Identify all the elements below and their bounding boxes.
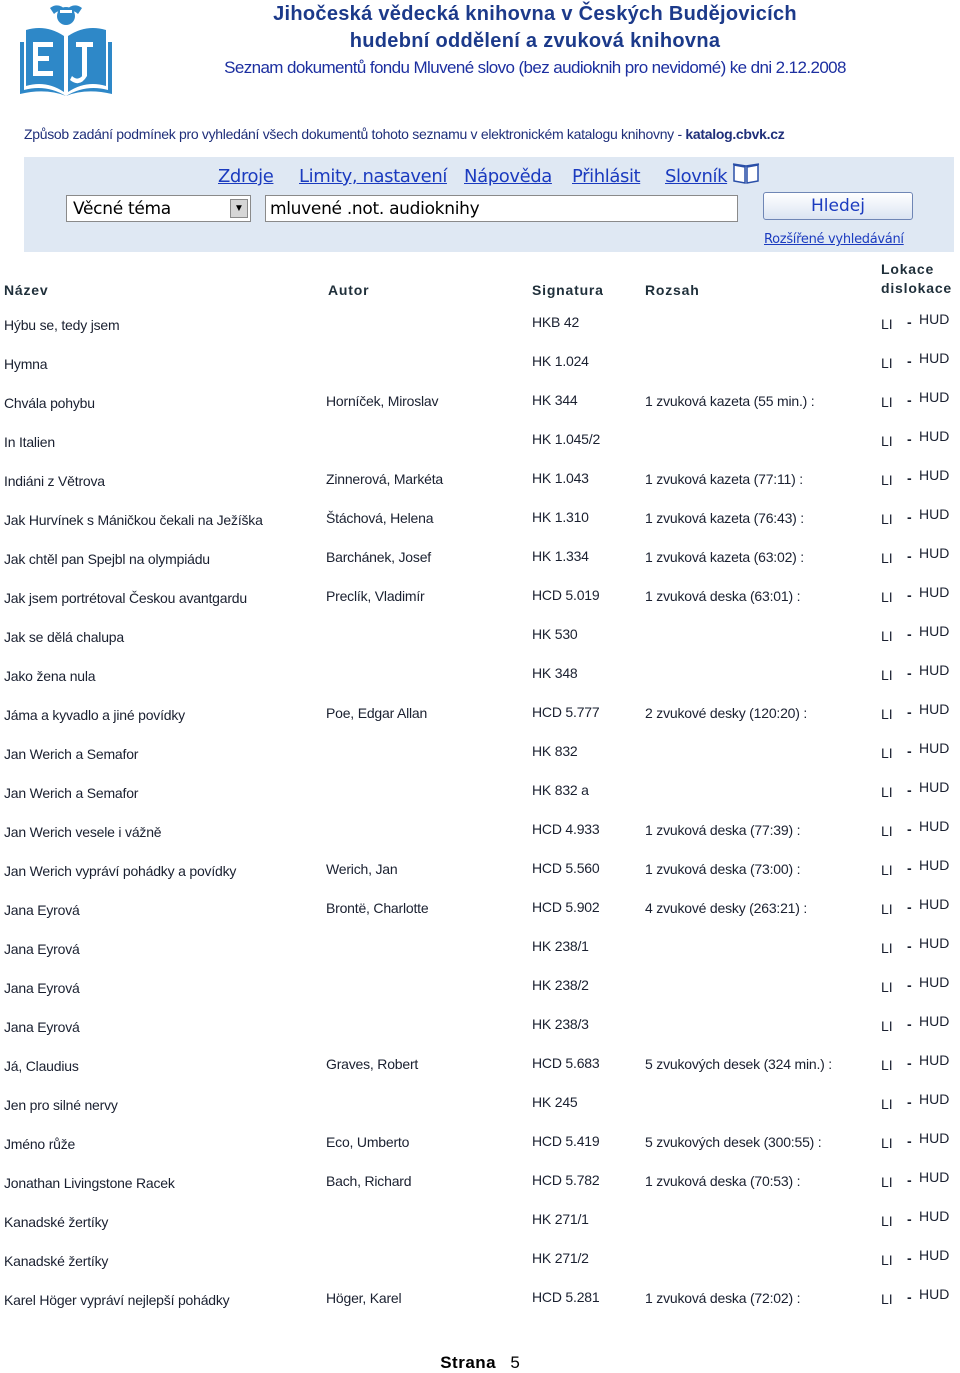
cell-nazev: Jana Eyrová [4,941,80,957]
list-title: Seznam dokumentů fondu Mluvené slovo (bez audioknih pro nevidomé) ke dni 2.12.2008 [224,58,846,77]
cell-dislokace: HUD [919,428,950,444]
cell-autor: Poe, Edgar Allan [326,705,428,721]
cell-dislokace: HUD [919,545,950,561]
cell-autor: Höger, Karel [326,1290,402,1306]
cell-separator: - [907,353,912,369]
menu-napoveda[interactable]: Nápověda [464,166,552,187]
catalog-search-panel [24,157,954,252]
cell-autor: Eco, Umberto [326,1134,410,1150]
cell-separator: - [907,470,912,486]
cell-separator: - [907,665,912,681]
cell-dislokace: HUD [919,779,950,795]
cell-lokace: LI [881,1291,893,1307]
table-row [0,660,960,699]
table-row [0,309,960,348]
table-row [0,1011,960,1050]
cell-signatura: HKB 42 [532,314,580,330]
cell-autor: Werich, Jan [326,861,398,877]
cell-separator: - [907,509,912,525]
cell-signatura: HK 832 a [532,782,589,798]
cell-rozsah: 5 zvukových desek (324 min.) : [645,1056,832,1072]
cell-dislokace: HUD [919,506,950,522]
table-row [0,816,960,855]
cell-separator: - [907,1055,912,1071]
cell-dislokace: HUD [919,896,950,912]
cell-nazev: Jan Werich a Semafor [4,785,139,801]
menu-prihlasit[interactable]: Přihlásit [572,166,641,187]
cell-autor: Zinnerová, Markéta [326,471,444,487]
cell-lokace: LI [881,1135,893,1151]
search-input-value: mluvené .not. audioknihy [270,199,480,219]
cell-separator: - [907,1250,912,1266]
cell-autor: Bach, Richard [326,1173,412,1189]
library-name: Jihočeská vědecká knihovna v Českých Budějovicích [273,3,797,25]
cell-separator: - [907,392,912,408]
cell-nazev: Jak jsem portrétoval Českou avantgardu [4,590,247,606]
cell-signatura: HCD 5.019 [532,587,600,603]
cell-separator: - [907,1211,912,1227]
cell-lokace: LI [881,901,893,917]
cell-dislokace: HUD [919,740,950,756]
cell-nazev: Hýbu se, tedy jsem [4,317,120,333]
cell-dislokace: HUD [919,818,950,834]
table-row [0,972,960,1011]
cell-autor: Horníček, Miroslav [326,393,439,409]
cell-nazev: Jonathan Livingstone Racek [4,1175,175,1191]
cell-lokace: LI [881,550,893,566]
cell-lokace: LI [881,1213,893,1229]
table-row [0,855,960,894]
cell-nazev: Jan Werich vesele i vážně [4,824,162,840]
cell-rozsah: 1 zvuková kazeta (76:43) : [645,510,804,526]
library-logo [20,2,112,96]
search-input[interactable] [265,195,738,222]
cell-separator: - [907,1016,912,1032]
cell-rozsah: 1 zvuková kazeta (77:11) : [645,471,803,487]
cell-signatura: HCD 5.683 [532,1055,600,1071]
cell-signatura: HK 1.310 [532,509,589,525]
cell-nazev: Jana Eyrová [4,1019,80,1035]
cell-signatura: HCD 5.281 [532,1289,600,1305]
cell-nazev: Jáma a kyvadlo a jiné povídky [4,707,185,723]
cell-dislokace: HUD [919,389,950,405]
table-row [0,465,960,504]
cell-nazev: Já, Claudius [4,1058,79,1074]
table-row [0,1284,960,1323]
search-button[interactable]: Hledej [763,192,913,220]
table-row [0,1206,960,1245]
cell-lokace: LI [881,1252,893,1268]
cell-autor: Štáchová, Helena [326,510,434,526]
cell-signatura: HK 1.024 [532,353,589,369]
cell-lokace: LI [881,394,893,410]
cell-lokace: LI [881,862,893,878]
cell-nazev: Jen pro silné nervy [4,1097,118,1113]
cell-separator: - [907,1094,912,1110]
cell-rozsah: 1 zvuková deska (63:01) : [645,588,801,604]
cell-nazev: Kanadské žertíky [4,1253,109,1269]
cell-separator: - [907,860,912,876]
cell-nazev: Jana Eyrová [4,902,80,918]
cell-rozsah: 1 zvuková deska (77:39) : [645,822,801,838]
search-field-select[interactable] [66,195,251,222]
cell-rozsah: 1 zvuková deska (72:02) : [645,1290,801,1306]
cell-separator: - [907,1289,912,1305]
cell-lokace: LI [881,472,893,488]
cell-separator: - [907,626,912,642]
table-row [0,699,960,738]
page-label: Strana [440,1353,497,1372]
cell-separator: - [907,782,912,798]
cell-separator: - [907,587,912,603]
cell-nazev: Jak chtěl pan Spejbl na olympiádu [4,551,210,567]
menu-zdroje[interactable]: Zdroje [218,166,274,187]
cell-dislokace: HUD [919,311,950,327]
cell-lokace: LI [881,823,893,839]
column-header-lokace: Lokace [881,261,935,277]
cell-lokace: LI [881,706,893,722]
table-row [0,894,960,933]
cell-separator: - [907,743,912,759]
cell-lokace: LI [881,667,893,683]
advanced-search-link[interactable]: Rozšířené vyhledávání [764,232,904,247]
cell-rozsah: 5 zvukových desek (300:55) : [645,1134,822,1150]
cell-lokace: LI [881,1174,893,1190]
cell-dislokace: HUD [919,584,950,600]
cell-nazev: Hymna [4,356,48,372]
table-row [0,1050,960,1089]
cell-rozsah: 1 zvuková deska (73:00) : [645,861,801,877]
cell-signatura: HK 238/2 [532,977,589,993]
column-header-signatura: Signatura [532,282,604,298]
chevron-down-icon[interactable]: ▼ [230,199,248,218]
cell-autor: Brontë, Charlotte [326,900,429,916]
table-row [0,933,960,972]
cell-lokace: LI [881,511,893,527]
cell-signatura: HCD 4.933 [532,821,600,837]
cell-lokace: LI [881,589,893,605]
cell-signatura: HCD 5.902 [532,899,600,915]
cell-dislokace: HUD [919,467,950,483]
cell-rozsah: 2 zvukové desky (120:20) : [645,705,808,721]
cell-lokace: LI [881,940,893,956]
cell-dislokace: HUD [919,1286,950,1302]
cell-dislokace: HUD [919,623,950,639]
cell-nazev: Jméno růže [4,1136,76,1152]
cell-signatura: HCD 5.419 [532,1133,600,1149]
cell-dislokace: HUD [919,350,950,366]
cell-nazev: Jako žena nula [4,668,96,684]
table-row [0,621,960,660]
cell-dislokace: HUD [919,974,950,990]
cell-lokace: LI [881,1018,893,1034]
cell-separator: - [907,1133,912,1149]
cell-nazev: Jan Werich a Semafor [4,746,139,762]
cell-nazev: Chvála pohybu [4,395,95,411]
cell-dislokace: HUD [919,1013,950,1029]
cell-dislokace: HUD [919,1208,950,1224]
cell-dislokace: HUD [919,1091,950,1107]
menu-limity[interactable]: Limity, nastavení [299,166,447,187]
cell-rozsah: 1 zvuková kazeta (63:02) : [645,549,804,565]
table-row [0,1167,960,1206]
cell-signatura: HK 1.334 [532,548,589,564]
cell-dislokace: HUD [919,935,950,951]
cell-dislokace: HUD [919,1247,950,1263]
cell-dislokace: HUD [919,1052,950,1068]
cell-lokace: LI [881,784,893,800]
catalog-site: katalog.cbvk.cz [685,126,785,142]
cell-separator: - [907,704,912,720]
cell-signatura: HK 348 [532,665,578,681]
cell-separator: - [907,314,912,330]
table-row [0,1245,960,1284]
table-row [0,504,960,543]
menu-slovnik[interactable]: Slovník [665,166,728,187]
column-header-nazev: Název [4,282,49,298]
table-row [0,348,960,387]
cell-signatura: HCD 5.782 [532,1172,600,1188]
cell-rozsah: 4 zvukové desky (263:21) : [645,900,808,916]
cell-lokace: LI [881,433,893,449]
cell-separator: - [907,977,912,993]
cell-lokace: LI [881,1057,893,1073]
cell-signatura: HCD 5.777 [532,704,600,720]
cell-nazev: Jak se dělá chalupa [4,629,124,645]
cell-separator: - [907,899,912,915]
cell-nazev: Kanadské žertíky [4,1214,109,1230]
cell-signatura: HK 530 [532,626,578,642]
cell-nazev: Indiáni z Větrova [4,473,105,489]
table-row [0,426,960,465]
cell-separator: - [907,548,912,564]
cell-signatura: HK 238/3 [532,1016,589,1032]
table-row [0,582,960,621]
cell-signatura: HK 271/1 [532,1211,589,1227]
cell-rozsah: 1 zvuková kazeta (55 min.) : [645,393,815,409]
cell-dislokace: HUD [919,662,950,678]
page-number: 5 [510,1353,520,1372]
cell-dislokace: HUD [919,857,950,873]
table-row [0,1089,960,1128]
cell-rozsah: 1 zvuková deska (70:53) : [645,1173,801,1189]
column-header-autor: Autor [328,282,370,298]
table-row [0,387,960,426]
cell-separator: - [907,938,912,954]
select-value: Věcné téma [73,199,171,219]
cell-signatura: HK 245 [532,1094,578,1110]
cell-signatura: HK 344 [532,392,578,408]
dictionary-book-icon[interactable] [732,162,760,184]
cell-signatura: HK 238/1 [532,938,589,954]
column-header-rozsah: Rozsah [645,282,700,298]
cell-autor: Barchánek, Josef [326,549,431,565]
cell-lokace: LI [881,355,893,371]
cell-signatura: HK 1.045/2 [532,431,601,447]
table-row [0,543,960,582]
cell-separator: - [907,821,912,837]
table-row [0,1128,960,1167]
cell-dislokace: HUD [919,701,950,717]
cell-nazev: Karel Höger vypráví nejlepší pohádky [4,1292,230,1308]
cell-lokace: LI [881,745,893,761]
cell-dislokace: HUD [919,1169,950,1185]
intro-text: Způsob zadání podmínek pro vyhledání všech dokumentů tohoto seznamu v elektronickém katalogu knihovny - [24,126,686,142]
cell-nazev: Jan Werich vypráví pohádky a povídky [4,863,237,879]
cell-autor: Preclík, Vladimír [326,588,425,604]
cell-dislokace: HUD [919,1130,950,1146]
table-row [0,777,960,816]
cell-nazev: Jak Hurvínek s Máničkou čekali na Ježíška [4,512,263,528]
cell-separator: - [907,1172,912,1188]
cell-separator: - [907,431,912,447]
cell-lokace: LI [881,628,893,644]
table-row [0,738,960,777]
cell-signatura: HK 271/2 [532,1250,589,1266]
cell-signatura: HK 832 [532,743,578,759]
search-instructions [24,126,784,142]
cell-lokace: LI [881,979,893,995]
cell-nazev: In Italien [4,434,55,450]
column-header-dislokace: dislokace [881,280,953,296]
page-footer [0,1353,960,1373]
cell-lokace: LI [881,316,893,332]
department-name: hudební oddělení a zvuková knihovna [349,30,721,52]
cell-signatura: HK 1.043 [532,470,589,486]
cell-nazev: Jana Eyrová [4,980,80,996]
cell-lokace: LI [881,1096,893,1112]
cell-autor: Graves, Robert [326,1056,419,1072]
cell-signatura: HCD 5.560 [532,860,600,876]
